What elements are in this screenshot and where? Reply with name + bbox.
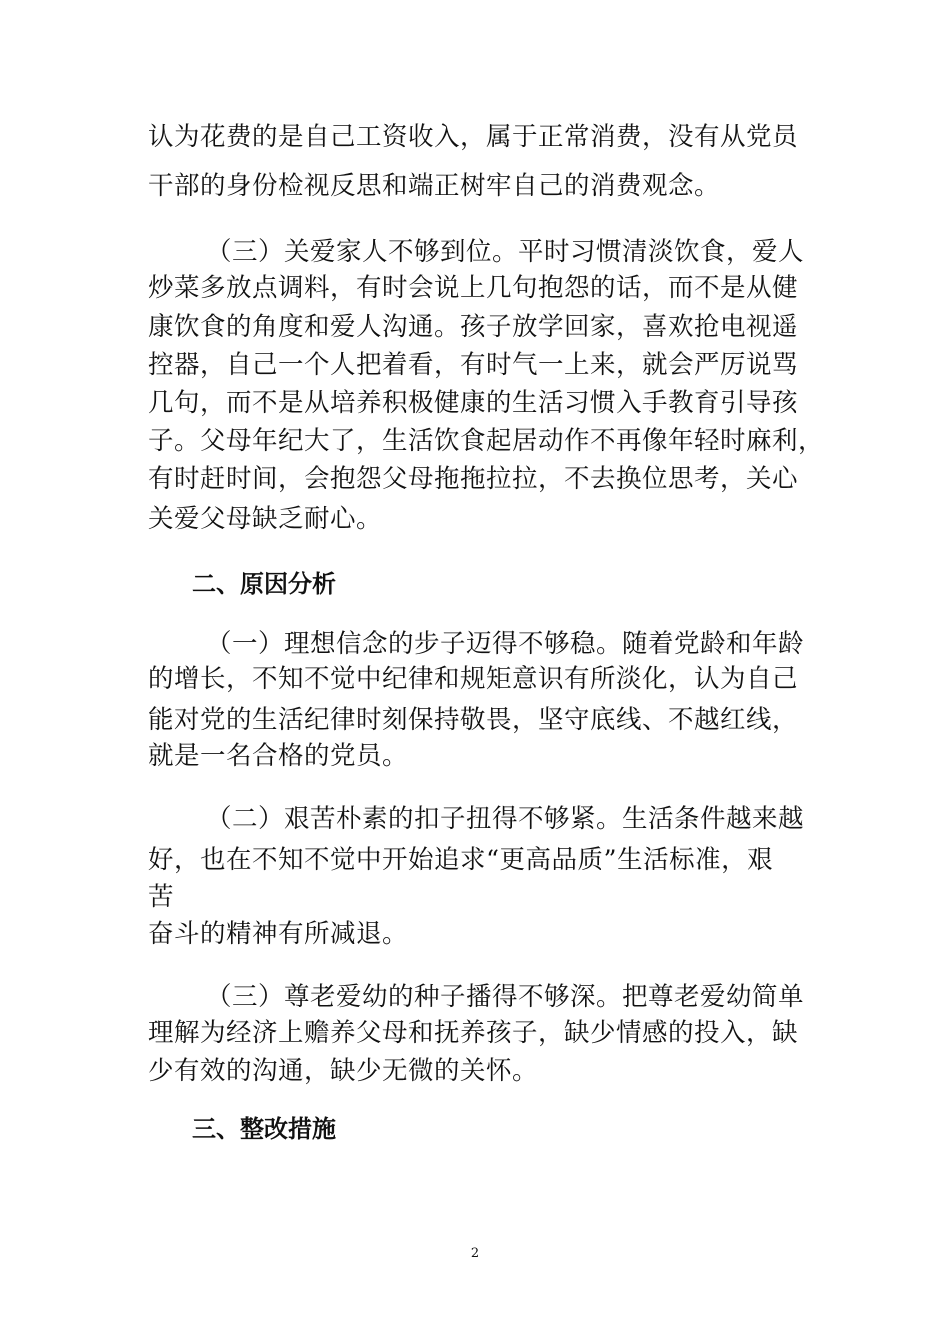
text-line: 就是一名合格的党员。	[148, 741, 409, 771]
text-line: 少有效的沟通，缺少无微的关怀。	[148, 1056, 539, 1086]
text-line: 理解为经济上赡养父母和抚养孩子，缺少情感的投入，缺	[148, 1018, 799, 1048]
text-line: 的增长，不知不觉中纪律和规矩意识有所淡化，认为自己	[148, 664, 799, 694]
text-line: 有时赶时间，会抱怨父母拖拖拉拉，不去换位思考，关心	[148, 464, 799, 494]
text-line: 苦	[148, 882, 175, 912]
text-line: 奋斗的精神有所减退。	[148, 919, 409, 949]
text-line: 好，也在不知不觉中开始追求“更高品质”生活标准，艰	[148, 845, 774, 875]
text-line: 认为花费的是自己工资收入，属于正常消费，没有从党员	[148, 122, 799, 152]
text-line: 干部的身份检视反思和端正树牢自己的消费观念。	[148, 171, 721, 201]
text-line: （三）关爱家人不够到位。平时习惯清淡饮食，爱人	[206, 237, 805, 267]
section-heading: 二、原因分析	[192, 570, 336, 598]
text-line: 炒菜多放点调料，有时会说上几句抱怨的话，而不是从健	[148, 273, 799, 303]
page-number: 2	[470, 1246, 480, 1261]
text-line: 能对党的生活纪律时刻保持敬畏，坚守底线、不越红线，	[148, 705, 799, 735]
text-line: （一）理想信念的步子迈得不够稳。随着党龄和年龄	[206, 629, 805, 659]
text-line: 控器，自己一个人把着看，有时气一上来，就会严厉说骂	[148, 350, 799, 380]
text-line: 几句，而不是从培养积极健康的生活习惯入手教育引导孩	[148, 388, 799, 418]
text-line: 子。父母年纪大了，生活饮食起居动作不再像年轻时麻利，	[148, 426, 825, 456]
text-line: 关爱父母缺乏耐心。	[148, 504, 383, 534]
text-line: （二）艰苦朴素的扣子扭得不够紧。生活条件越来越	[206, 804, 805, 834]
text-line: （三）尊老爱幼的种子播得不够深。把尊老爱幼简单	[206, 982, 805, 1012]
section-heading: 三、整改措施	[192, 1115, 336, 1143]
text-line: 康饮食的角度和爱人沟通。孩子放学回家，喜欢抢电视遥	[148, 312, 799, 342]
